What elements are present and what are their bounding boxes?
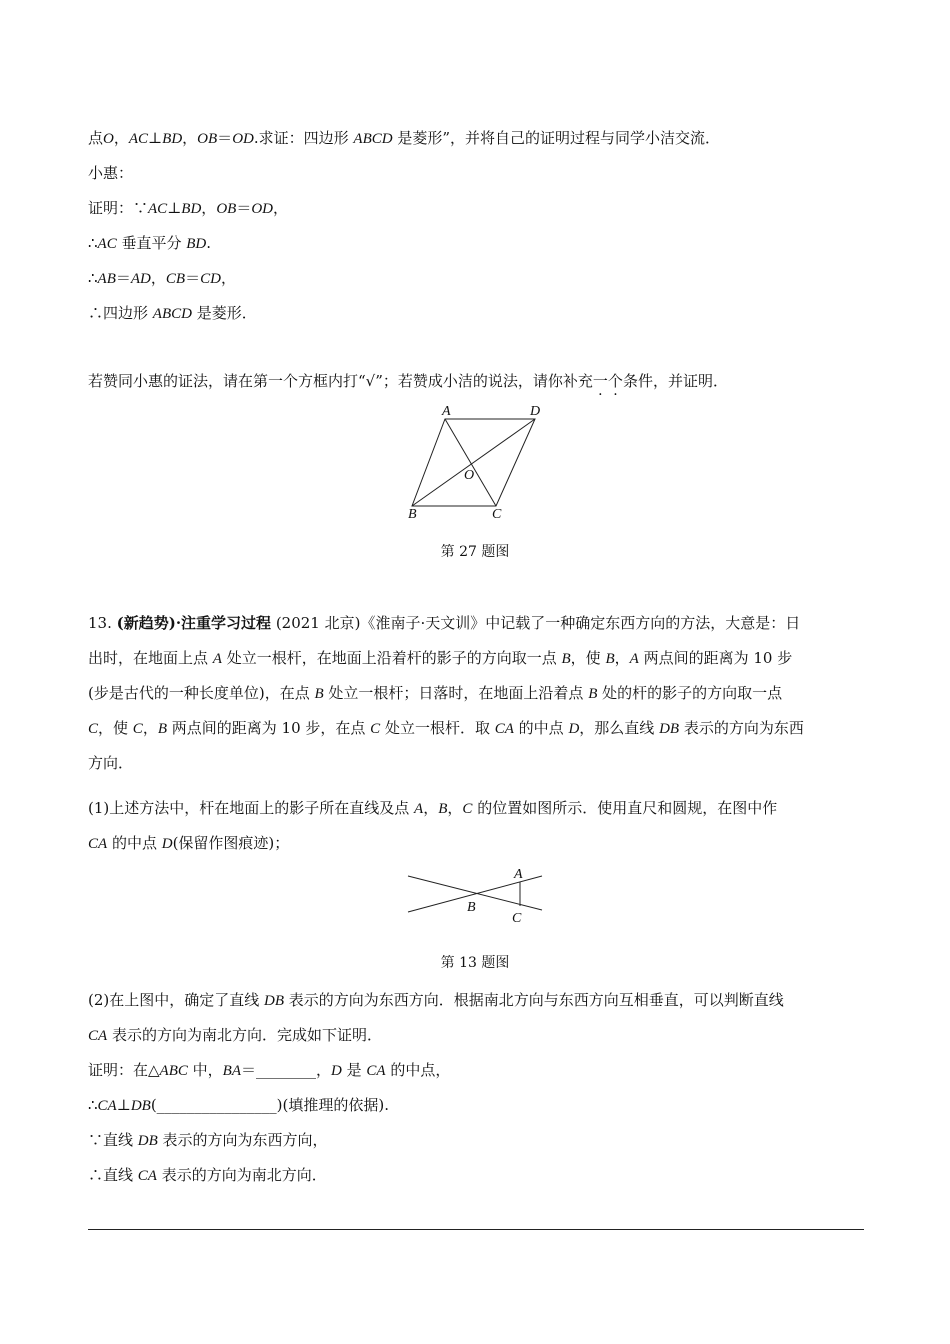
p13-line-5: 方向． <box>88 754 134 772</box>
p27-line-1: 点O，AC⊥BD，OB＝OD.求证：四边形 ABCD 是菱形”，并将自己的证明过程与同学小洁交流． <box>88 129 721 147</box>
label-d: D <box>530 404 541 419</box>
label-c: C <box>492 507 502 522</box>
page-bottom-rule <box>88 1229 864 1230</box>
p13-line-6: (1)上述方法中，杆在地面上的影子所在直线及点 A，B，C 的位置如图所示．使用直尺和圆规，在图中作 <box>88 799 778 817</box>
figure-27-caption: 第 27 题图 <box>440 544 510 560</box>
p13-line-12: ∵直线 DB 表示的方向为东西方向， <box>88 1131 328 1149</box>
diagonal-ac <box>445 419 496 506</box>
p13-line-10: 证明：在△ABC 中，BA＝________，D 是 CA 的中点， <box>88 1061 451 1079</box>
p13-line-13: ∴直线 CA 表示的方向为南北方向． <box>88 1166 327 1184</box>
diagonal-bd <box>412 419 535 506</box>
p13-line-4: C，使 C，B 两点间的距离为 10 步，在点 C 处立一根杆．取 CA 的中点 D，那么直线 DB 表示的方向为东西 <box>88 719 804 737</box>
p27-line-2: 小惠： <box>88 164 134 182</box>
p27-line-6: ∴四边形 ABCD 是菱形． <box>88 304 257 322</box>
p13-line-3: (步是古代的一种长度单位)，在点 B 处立一根杆；日落时，在地面上沿着点 B 处的杆的影子的方向取一点 <box>88 684 783 702</box>
p27-line-3: 证明：∵AC⊥BD，OB＝OD， <box>88 199 289 217</box>
p13-line-1: 13. (新趋势)·注重学习过程 (2021 北京)《淮南子·天文训》中记载了一种确定东西方向的方法，大意是：日 <box>88 614 801 632</box>
p27-line-5: ∴AB＝AD，CB＝CD， <box>88 269 236 287</box>
label-c-13: C <box>512 911 522 926</box>
label-b: B <box>408 507 417 522</box>
label-a-13: A <box>514 867 523 882</box>
p13-line-11: ∴CA⊥DB(________________)(填推理的依据). <box>88 1096 390 1114</box>
label-b-13: B <box>467 900 476 915</box>
figure-13-caption: 第 13 题图 <box>440 955 510 971</box>
p27-line-4: ∴AC 垂直平分 BD. <box>88 234 212 252</box>
p13-line-9: CA 表示的方向为南北方向．完成如下证明． <box>88 1026 382 1044</box>
figure-13-shadow-lines <box>400 862 550 932</box>
p27-line-7: 若赞同小惠的证法，请在第一个方框内打“√”；若赞成小洁的说法，请你补充一个条件，并证明． <box>88 372 728 390</box>
p13-line-8: (2)在上图中，确定了直线 DB 表示的方向为东西方向．根据南北方向与东西方向互相垂直，可以判断直线 <box>88 991 784 1009</box>
p13-line-2: 出时，在地面上点 A 处立一根杆，在地面上沿着杆的影子的方向取一点 B，使 B，A 两点间的距离为 10 步 <box>88 649 793 667</box>
label-o: O <box>464 468 475 483</box>
label-a: A <box>442 404 451 419</box>
figure-27-parallelogram <box>400 400 550 525</box>
p13-line-7: CA 的中点 D(保留作图痕迹)； <box>88 834 290 852</box>
